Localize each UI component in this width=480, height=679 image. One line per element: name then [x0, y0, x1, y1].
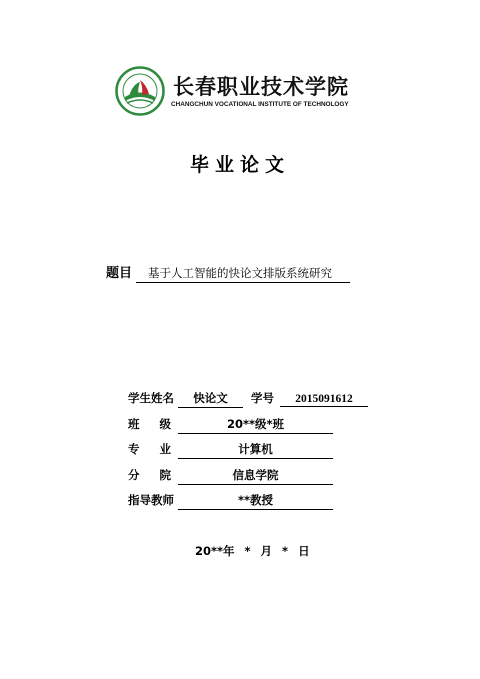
major-label: 专 业: [128, 442, 171, 456]
date-day-number: *: [282, 544, 289, 558]
class-value: 20**级*班: [178, 416, 333, 434]
school-name-cn: 长春职业技术学院: [173, 75, 349, 99]
class-label: 班 级: [128, 417, 171, 431]
date-line: [195, 543, 320, 559]
document-title: 毕业论文: [189, 154, 290, 176]
school-name-en: CHANGCHUN VOCATIONAL INSTITUTE OF TECHNOLOGY: [171, 101, 349, 108]
school-logo: [115, 66, 365, 120]
school-emblem-icon: [115, 66, 165, 116]
date-month-number: *: [244, 544, 251, 558]
department-row: [128, 467, 333, 485]
advisor-row: [128, 492, 333, 510]
department-label: 分 院: [128, 468, 171, 482]
student-name-value: 快论文: [178, 390, 243, 408]
department-value: 信息学院: [178, 467, 333, 485]
advisor-label: 指导教师: [128, 493, 174, 507]
class-row: [128, 416, 333, 434]
topic-value: 基于人工智能的快论文排版系统研究: [136, 265, 350, 283]
major-row: [128, 441, 333, 459]
advisor-value: **教授: [178, 492, 333, 510]
student-id-value: 2015091612: [280, 393, 368, 407]
topic-label: 题目: [106, 266, 133, 281]
student-row: [128, 390, 368, 408]
topic-row: [106, 262, 350, 283]
date-month: 月: [260, 544, 273, 558]
date-day: 日: [298, 544, 310, 558]
major-value: 计算机: [178, 441, 333, 459]
student-name-label: 学生姓名: [128, 391, 174, 405]
date-year: 20**年: [195, 544, 235, 558]
student-id-label: 学号: [251, 391, 275, 405]
